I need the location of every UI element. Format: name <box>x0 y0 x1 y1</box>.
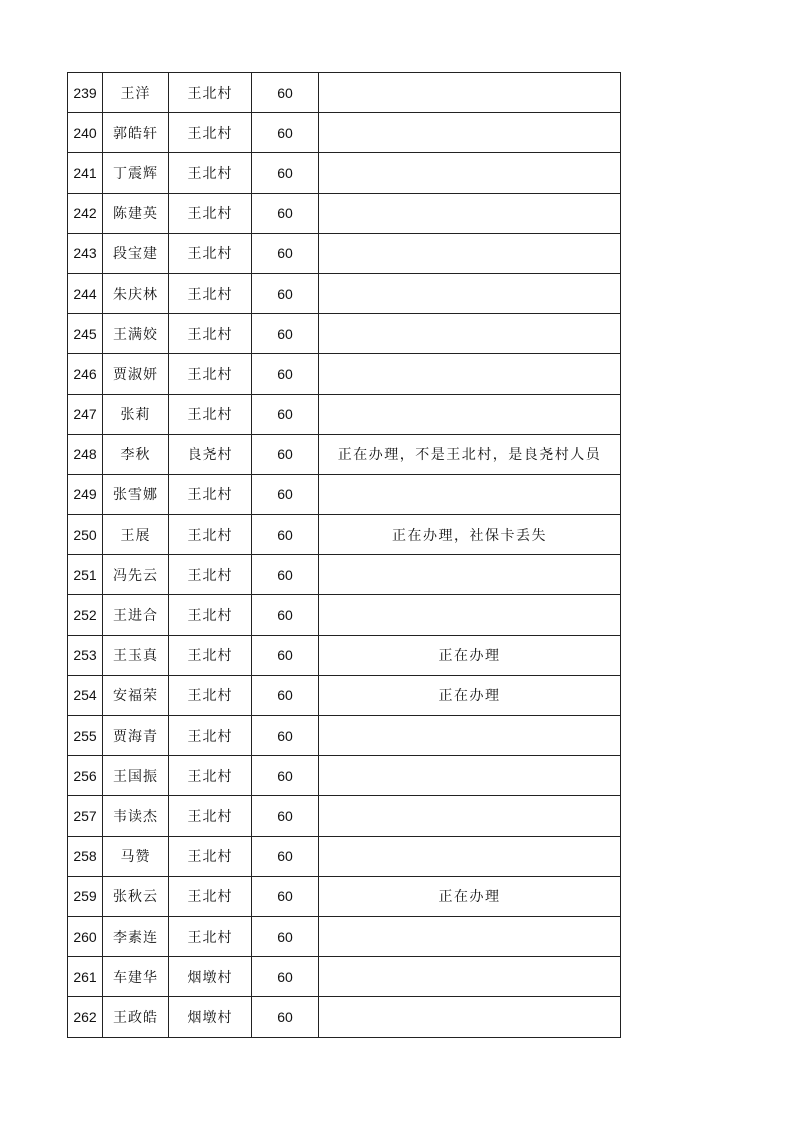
table-row <box>68 515 621 555</box>
table-row <box>68 595 621 635</box>
amount-cell: 60 <box>252 434 319 474</box>
table-row <box>68 836 621 876</box>
village-name-cell: 王北村 <box>169 515 252 555</box>
person-name-cell: 李秋 <box>103 434 169 474</box>
remark-cell <box>319 595 621 635</box>
remark-cell <box>319 233 621 273</box>
person-name-cell: 王展 <box>103 515 169 555</box>
amount-cell: 60 <box>252 474 319 514</box>
table-row <box>68 675 621 715</box>
row-number-cell: 247 <box>68 394 103 434</box>
person-name-cell: 段宝建 <box>103 233 169 273</box>
village-name-cell: 王北村 <box>169 876 252 916</box>
table-row <box>68 716 621 756</box>
person-name-cell: 王洋 <box>103 73 169 113</box>
remark-cell: 正在办理 <box>319 675 621 715</box>
person-name-cell: 张莉 <box>103 394 169 434</box>
remark-cell <box>319 73 621 113</box>
village-name-cell: 王北村 <box>169 193 252 233</box>
amount-cell: 60 <box>252 957 319 997</box>
amount-cell: 60 <box>252 73 319 113</box>
remark-cell <box>319 916 621 956</box>
village-name-cell: 王北村 <box>169 273 252 313</box>
table-row <box>68 73 621 113</box>
amount-cell: 60 <box>252 675 319 715</box>
person-name-cell: 王进合 <box>103 595 169 635</box>
remark-cell <box>319 394 621 434</box>
table-row <box>68 876 621 916</box>
person-name-cell: 冯先云 <box>103 555 169 595</box>
person-name-cell: 李素连 <box>103 916 169 956</box>
remark-cell <box>319 193 621 233</box>
table-row <box>68 997 621 1037</box>
remark-cell <box>319 113 621 153</box>
village-name-cell: 王北村 <box>169 73 252 113</box>
village-name-cell: 王北村 <box>169 233 252 273</box>
person-name-cell: 贾淑妍 <box>103 354 169 394</box>
amount-cell: 60 <box>252 153 319 193</box>
row-number-cell: 254 <box>68 675 103 715</box>
row-number-cell: 241 <box>68 153 103 193</box>
person-name-cell: 马赞 <box>103 836 169 876</box>
remark-cell <box>319 796 621 836</box>
amount-cell: 60 <box>252 273 319 313</box>
remark-cell <box>319 957 621 997</box>
row-number-cell: 253 <box>68 635 103 675</box>
village-name-cell: 烟墩村 <box>169 957 252 997</box>
village-name-cell: 王北村 <box>169 555 252 595</box>
table-row <box>68 756 621 796</box>
village-name-cell: 王北村 <box>169 716 252 756</box>
person-name-cell: 贾海青 <box>103 716 169 756</box>
village-name-cell: 王北村 <box>169 756 252 796</box>
row-number-cell: 250 <box>68 515 103 555</box>
person-name-cell: 丁震辉 <box>103 153 169 193</box>
row-number-cell: 252 <box>68 595 103 635</box>
table-row <box>68 394 621 434</box>
village-name-cell: 王北村 <box>169 595 252 635</box>
village-name-cell: 王北村 <box>169 394 252 434</box>
remark-cell <box>319 474 621 514</box>
amount-cell: 60 <box>252 756 319 796</box>
row-number-cell: 242 <box>68 193 103 233</box>
person-name-cell: 王国振 <box>103 756 169 796</box>
table-row <box>68 193 621 233</box>
village-name-cell: 王北村 <box>169 314 252 354</box>
row-number-cell: 244 <box>68 273 103 313</box>
village-name-cell: 王北村 <box>169 675 252 715</box>
amount-cell: 60 <box>252 916 319 956</box>
table-row <box>68 555 621 595</box>
village-name-cell: 王北村 <box>169 113 252 153</box>
person-name-cell: 朱庆林 <box>103 273 169 313</box>
remark-cell <box>319 555 621 595</box>
row-number-cell: 240 <box>68 113 103 153</box>
amount-cell: 60 <box>252 635 319 675</box>
amount-cell: 60 <box>252 555 319 595</box>
person-name-cell: 张秋云 <box>103 876 169 916</box>
amount-cell: 60 <box>252 796 319 836</box>
village-name-cell: 王北村 <box>169 474 252 514</box>
table-row <box>68 434 621 474</box>
row-number-cell: 257 <box>68 796 103 836</box>
row-number-cell: 260 <box>68 916 103 956</box>
village-name-cell: 王北村 <box>169 916 252 956</box>
remark-cell <box>319 997 621 1037</box>
person-name-cell: 郭皓轩 <box>103 113 169 153</box>
table-row <box>68 635 621 675</box>
remark-cell: 正在办理 <box>319 876 621 916</box>
remark-cell <box>319 756 621 796</box>
village-name-cell: 王北村 <box>169 635 252 675</box>
remark-cell <box>319 354 621 394</box>
person-name-cell: 韦读杰 <box>103 796 169 836</box>
row-number-cell: 249 <box>68 474 103 514</box>
amount-cell: 60 <box>252 595 319 635</box>
row-number-cell: 255 <box>68 716 103 756</box>
roster-table <box>67 72 621 1038</box>
row-number-cell: 243 <box>68 233 103 273</box>
person-name-cell: 张雪娜 <box>103 474 169 514</box>
village-name-cell: 王北村 <box>169 796 252 836</box>
person-name-cell: 陈建英 <box>103 193 169 233</box>
row-number-cell: 245 <box>68 314 103 354</box>
roster-rows <box>68 73 621 1038</box>
person-name-cell: 车建华 <box>103 957 169 997</box>
table-row <box>68 474 621 514</box>
row-number-cell: 256 <box>68 756 103 796</box>
table-row <box>68 354 621 394</box>
row-number-cell: 251 <box>68 555 103 595</box>
village-name-cell: 王北村 <box>169 153 252 193</box>
row-number-cell: 239 <box>68 73 103 113</box>
amount-cell: 60 <box>252 354 319 394</box>
amount-cell: 60 <box>252 997 319 1037</box>
village-name-cell: 良尧村 <box>169 434 252 474</box>
amount-cell: 60 <box>252 113 319 153</box>
amount-cell: 60 <box>252 515 319 555</box>
amount-cell: 60 <box>252 836 319 876</box>
village-name-cell: 烟墩村 <box>169 997 252 1037</box>
remark-cell <box>319 716 621 756</box>
remark-cell: 正在办理 <box>319 635 621 675</box>
person-name-cell: 王政皓 <box>103 997 169 1037</box>
row-number-cell: 261 <box>68 957 103 997</box>
remark-cell <box>319 314 621 354</box>
amount-cell: 60 <box>252 876 319 916</box>
person-name-cell: 安福荣 <box>103 675 169 715</box>
person-name-cell: 王满姣 <box>103 314 169 354</box>
row-number-cell: 258 <box>68 836 103 876</box>
amount-cell: 60 <box>252 314 319 354</box>
row-number-cell: 246 <box>68 354 103 394</box>
table-row <box>68 796 621 836</box>
remark-cell <box>319 153 621 193</box>
table-row <box>68 314 621 354</box>
person-name-cell: 王玉真 <box>103 635 169 675</box>
village-name-cell: 王北村 <box>169 836 252 876</box>
remark-cell <box>319 273 621 313</box>
remark-cell: 正在办理，不是王北村，是良尧村人员 <box>319 434 621 474</box>
amount-cell: 60 <box>252 193 319 233</box>
amount-cell: 60 <box>252 716 319 756</box>
remark-cell <box>319 836 621 876</box>
table-row <box>68 957 621 997</box>
table-row <box>68 153 621 193</box>
table-row <box>68 233 621 273</box>
table-row <box>68 273 621 313</box>
amount-cell: 60 <box>252 394 319 434</box>
village-name-cell: 王北村 <box>169 354 252 394</box>
remark-cell: 正在办理，社保卡丢失 <box>319 515 621 555</box>
amount-cell: 60 <box>252 233 319 273</box>
row-number-cell: 259 <box>68 876 103 916</box>
table-row <box>68 113 621 153</box>
table-row <box>68 916 621 956</box>
row-number-cell: 248 <box>68 434 103 474</box>
row-number-cell: 262 <box>68 997 103 1037</box>
